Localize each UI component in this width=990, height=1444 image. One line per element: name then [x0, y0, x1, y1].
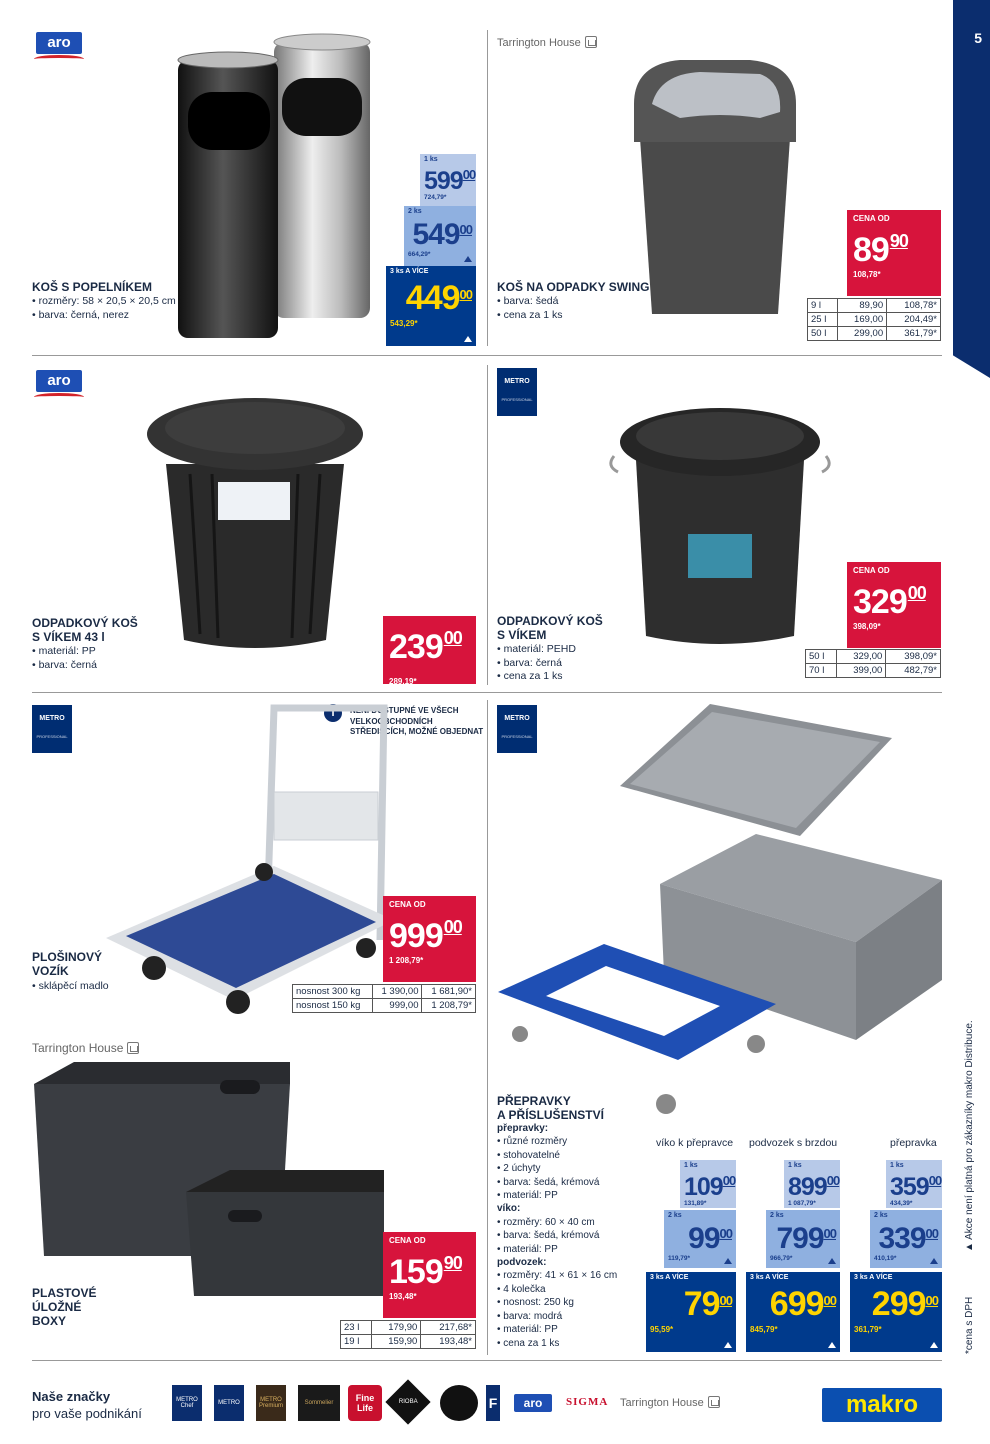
aro-logo: aro [32, 368, 86, 402]
divider [487, 30, 488, 346]
price-tier-1: 1 ks $899^{00}$ 1 087,79* [784, 1160, 840, 1208]
price-badge: CENA OD $329^{00}$ 398,09* [847, 562, 941, 648]
price-table [292, 984, 476, 1013]
product-desc: • materiál: PEHD • barva: černá • cena za 1 ks [497, 643, 576, 682]
column-label: přepravka [890, 1137, 937, 1149]
metro-professional-logo: METRO PROFESSIONAL [32, 705, 72, 753]
brand-logo: Fine Life [348, 1385, 382, 1421]
product-desc: • materiál: PP • barva: černá [32, 645, 97, 671]
divider [487, 365, 488, 685]
table-row: 25 l 169,00 204,49* [808, 313, 941, 327]
brand-logo: RIOBA [385, 1379, 430, 1424]
divider [32, 355, 942, 356]
product-title: ODPADKOVÝ KOŠ S VÍKEM 43 l [32, 616, 138, 644]
column-label: podvozek s brzdou [749, 1137, 838, 1149]
pehd-bin-image [608, 400, 833, 650]
storage-boxes-image [34, 1060, 384, 1300]
price-tier-3: 3 ks A VÍCE $79^{00}$ 95,59* [646, 1272, 736, 1352]
table-row: 9 l 89,90 108,78* [808, 299, 941, 313]
price-tier-2: 2 ks $549^{00}$ 664,29* [404, 206, 476, 266]
brand-logo: METRO Premium [256, 1385, 286, 1421]
price-tier-2: 2 ks $99^{00}$ 119,79* [664, 1210, 736, 1268]
table-row: 19 l 159,90 193,48* [341, 1335, 476, 1349]
vat-note: *cena s DPH [964, 1296, 975, 1354]
price-tier-3: 3 ks A VÍCE $449^{00}$ 543,29* [386, 266, 476, 346]
metro-professional-logo: METRO PROFESSIONAL [497, 368, 537, 416]
brand-logo: Sommelier [298, 1385, 340, 1421]
sigma-logo: SIGMA [566, 1396, 609, 1408]
divider [487, 700, 488, 1355]
divider [32, 692, 942, 693]
price-badge: CENA OD $999^{00}$ 1 208,79* [383, 896, 476, 982]
brand-tarrington: Tarrington House [620, 1396, 720, 1409]
table-row: 70 l 399,00 482,79* [806, 664, 941, 678]
price-badge: CENA OD $89^{90}$ 108,78* [847, 210, 941, 296]
product-title: PLASTOVÉ ÚLOŽNÉ BOXY [32, 1286, 97, 1328]
price-tier-3: 3 ks A VÍCE $299^{00}$ 361,79* [850, 1272, 942, 1352]
column-label: víko k přepravce [656, 1137, 734, 1149]
availability-notice: NENÍ DOSTUPNÉ VE VŠECH VELKOOBCHODNÍCH STŘEDISCÍCH, MOŽNÉ OBJEDNAT [350, 706, 484, 736]
price-tier-2: 2 ks $799^{00}$ 966,79* [766, 1210, 840, 1268]
price-badge: CENA OD $159^{90}$ 193,48* [383, 1232, 476, 1318]
footer-brands-heading: Naše značky pro vaše podnikání [32, 1389, 142, 1421]
product-desc: • sklápěcí madlo [32, 980, 109, 992]
product-title: PŘEPRAVKY A PŘÍSLUŠENSTVÍ [497, 1094, 604, 1122]
price-tier-3: 3 ks A VÍCE $699^{00}$ 845,79* [746, 1272, 840, 1352]
brand-logo: METRO [214, 1385, 244, 1421]
page-number: 5 [974, 30, 982, 46]
price-tier-2: 2 ks $339^{00}$ 410,19* [870, 1210, 942, 1268]
bin-with-lid-image [140, 394, 370, 656]
product-desc: • barva: šedá • cena za 1 ks [497, 295, 563, 321]
promo-note: ▲ Akce není platná pro zákazníky makro Distribuce. [964, 1020, 975, 1252]
crates-accessories-image [496, 704, 946, 1124]
metro-professional-logo: METRO PROFESSIONAL [497, 705, 537, 753]
product-title: PLOŠINOVÝ VOZÍK [32, 950, 103, 978]
price-tier-1: 1 ks $599^{00}$ 724,79* [420, 154, 476, 206]
price-table [340, 1320, 476, 1349]
brand-logo: METRO Chef [172, 1385, 202, 1421]
makro-logo: makro [822, 1388, 942, 1422]
price-tier-1: 1 ks $359^{00}$ 434,39* [886, 1160, 942, 1208]
table-row: nosnost 300 kg 1 390,00 1 681,90* [293, 985, 476, 999]
brand-logo: F [486, 1385, 500, 1421]
aro-logo: aro [510, 1392, 564, 1426]
aro-logo: aro [32, 30, 86, 64]
info-icon: i [324, 704, 342, 722]
table-row: nosnost 150 kg 999,00 1 208,79* [293, 999, 476, 1013]
platform-trolley-image [104, 700, 394, 1018]
product-desc: přepravky: • různé rozměry • stohovatelné • 2 úchyty • barva: šedá, krémová • materiál: PP víko: • rozměry: 60 × 40 cm • barva: šedá, krémová • materiál: PP podvozek: • rozměry: 41 × 61 × 16 cm • 4 kolečka • nosnost: 250 kg • barva: modrá • materiál: PP • cena za 1 ks [497, 1123, 618, 1349]
price-tier-1: 1 ks $109^{00}$ 131,89* [680, 1160, 736, 1208]
brand-tarrington: Tarrington House [32, 1041, 139, 1055]
price-badge: $239^{00}$ 289,19* [383, 616, 476, 684]
brand-logo [440, 1385, 478, 1421]
product-title: KOŠ S POPELNÍKEM [32, 280, 153, 294]
table-row: 23 l 179,90 217,68* [341, 1321, 476, 1335]
table-row: 50 l 329,00 398,09* [806, 650, 941, 664]
product-title: ODPADKOVÝ KOŠ S VÍKEM [497, 614, 603, 642]
ashtray-bins-image [170, 30, 380, 345]
table-row: 50 l 299,00 361,79* [808, 327, 941, 341]
price-table [807, 298, 941, 341]
price-table [805, 649, 941, 678]
page-sidebar-tab [953, 0, 990, 378]
divider [32, 1360, 942, 1361]
brand-tarrington: Tarrington House [497, 36, 597, 49]
product-title: KOŠ NA ODPADKY SWING [497, 280, 650, 294]
product-desc: • rozměry: 58 × 20,5 × 20,5 cm • barva: černá, nerez [32, 295, 176, 321]
